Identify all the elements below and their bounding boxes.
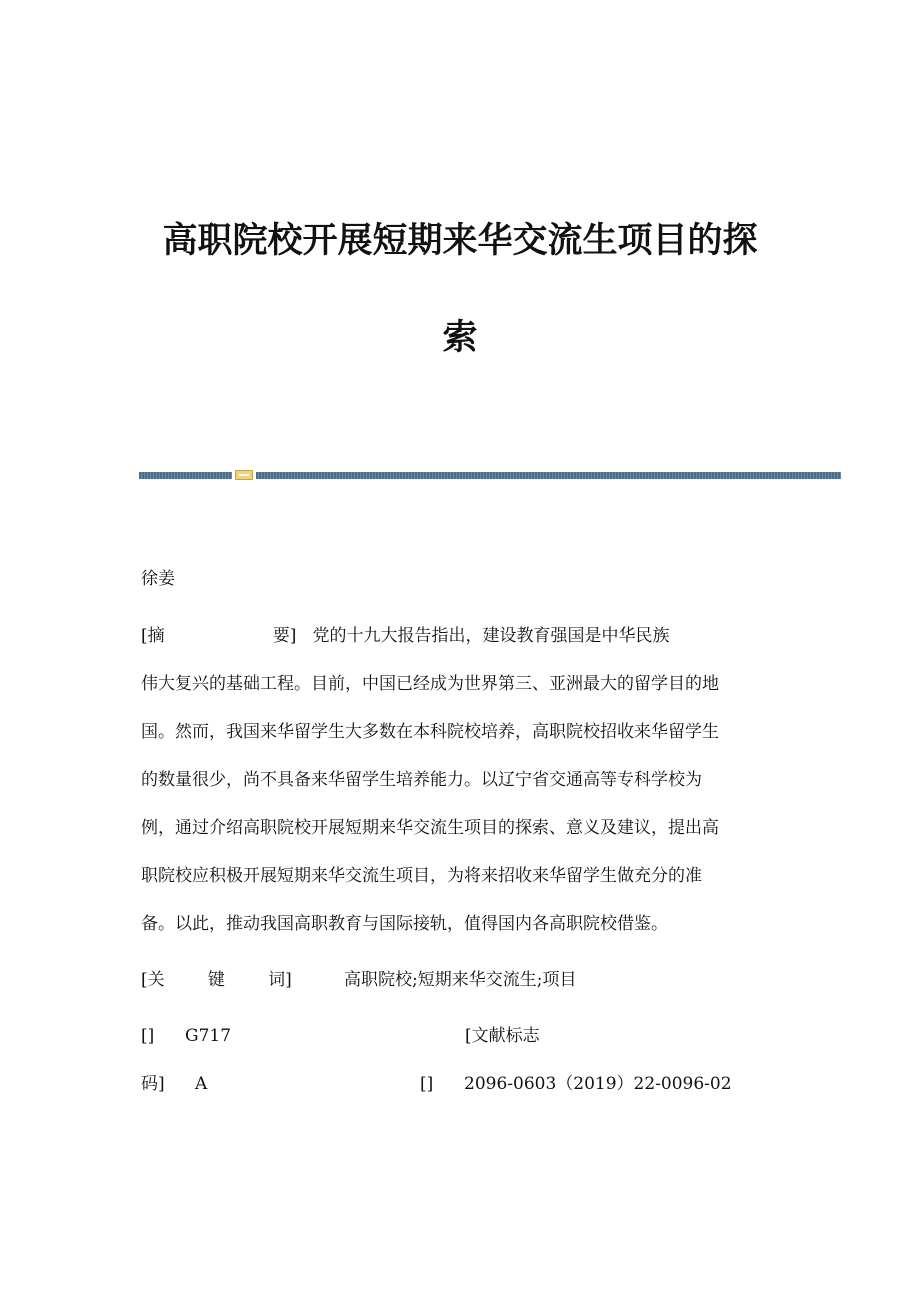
title-divider: [139, 470, 841, 480]
abstract-line: 备。以此，推动我国高职教育与国际接轨，值得国内各高职院校借鉴。: [141, 914, 668, 934]
abstract-line: 国。然而，我国来华留学生大多数在本科院校培养，高职院校招收来华留学生: [141, 722, 719, 742]
author-name: 徐姜: [141, 569, 175, 589]
divider-emblem-icon: [235, 470, 253, 480]
abstract-line: 伟大复兴的基础工程。目前，中国已经成为世界第三、亚洲最大的留学目的地: [141, 674, 719, 694]
divider-bar-right: [256, 472, 841, 479]
abstract-line: 例，通过介绍高职院校开展短期来华交流生项目的探索、意义及建议，提出高: [141, 818, 719, 838]
abstract-line: 的数量很少，尚不具备来华留学生培养能力。以辽宁省交通高等专科学校为: [141, 770, 702, 790]
document-code-label: [文献标志: [465, 1026, 540, 1046]
document-code-value: A: [195, 1074, 208, 1094]
document-code-label-cont: 码]: [141, 1074, 165, 1094]
divider-bar-left: [139, 472, 232, 479]
article-id-label: []: [420, 1074, 434, 1094]
article-id-value: 2096-0603（2019）22-0096-02: [464, 1074, 732, 1094]
keywords-label: [关 键 词]: [141, 970, 292, 990]
keywords-value: 高职院校;短期来华交流生;项目: [344, 970, 577, 990]
document-title-line-1: 高职院校开展短期来华交流生项目的探: [162, 220, 758, 261]
abstract-line: [摘 要] 党的十九大报告指出，建设教育强国是中华民族: [141, 626, 670, 646]
classification-label: []: [141, 1026, 155, 1046]
document-title-line-2: 索: [442, 317, 478, 358]
classification-value: G717: [185, 1026, 232, 1046]
abstract-line: 职院校应积极开展短期来华交流生项目，为将来招收来华留学生做充分的准: [141, 866, 702, 886]
